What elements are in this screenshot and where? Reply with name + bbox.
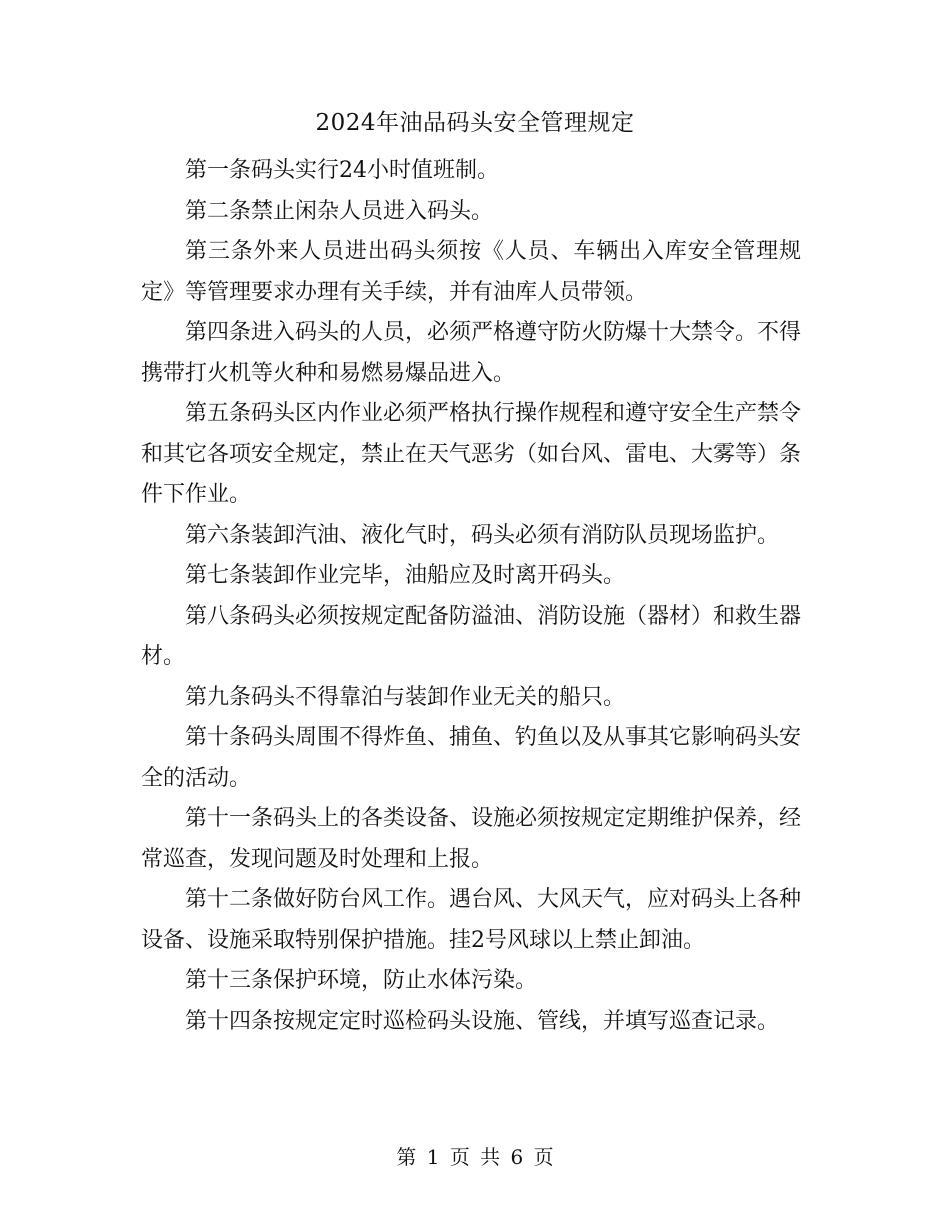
article-7: 第七条装卸作业完毕，油船应及时离开码头。: [185, 563, 626, 588]
article-11: 第十一条码头上的各类设备、设施必须按规定定期维护保养，经常巡查，发现问题及时处理和上报。: [141, 806, 802, 872]
article-4: 第四条进入码头的人员，必须严格遵守防火防爆十大禁令。不得携带打火机等火种和易燃易爆品进入。: [141, 320, 802, 386]
article-12: 第十二条做好防台风工作。遇台风、大风天气，应对码头上各种设备、设施采取特别保护措施。挂2号风球以上禁止卸油。: [141, 887, 802, 953]
article-5: 第五条码头区内作业必须严格执行操作规程和遵守安全生产禁令和其它各项安全规定，禁止在天气恶劣（如台风、雷电、大雾等）条件下作业。: [141, 401, 802, 507]
article-8: 第八条码头必须按规定配备防溢油、消防设施（器材）和救生器材。: [141, 603, 802, 669]
page-number-footer: 第 1 页 共 6 页: [396, 1145, 554, 1169]
document-body: [141, 151, 801, 1042]
article-3: 第三条外来人员进出码头须按《人员、车辆出入库安全管理规定》等管理要求办理有关手续，并有油库人员带领。: [141, 239, 801, 305]
article-13: 第十三条保护环境，防止水体污染。: [185, 968, 538, 993]
document-title: 2024年油品码头安全管理规定: [315, 110, 635, 136]
article-2: 第二条禁止闲杂人员进入码头。: [185, 198, 494, 224]
article-1: 第一条码头实行24小时值班制。: [185, 158, 499, 183]
article-14: 第十四条按规定定时巡检码头设施、管线，并填写巡查记录。: [185, 1008, 780, 1034]
article-10: 第十条码头周围不得炸鱼、捕鱼、钓鱼以及从事其它影响码头安全的活动。: [141, 725, 802, 791]
article-6: 第六条装卸汽油、液化气时，码头必须有消防队员现场监护。: [185, 522, 780, 548]
article-9: 第九条码头不得靠泊与装卸作业无关的船只。: [185, 684, 626, 710]
